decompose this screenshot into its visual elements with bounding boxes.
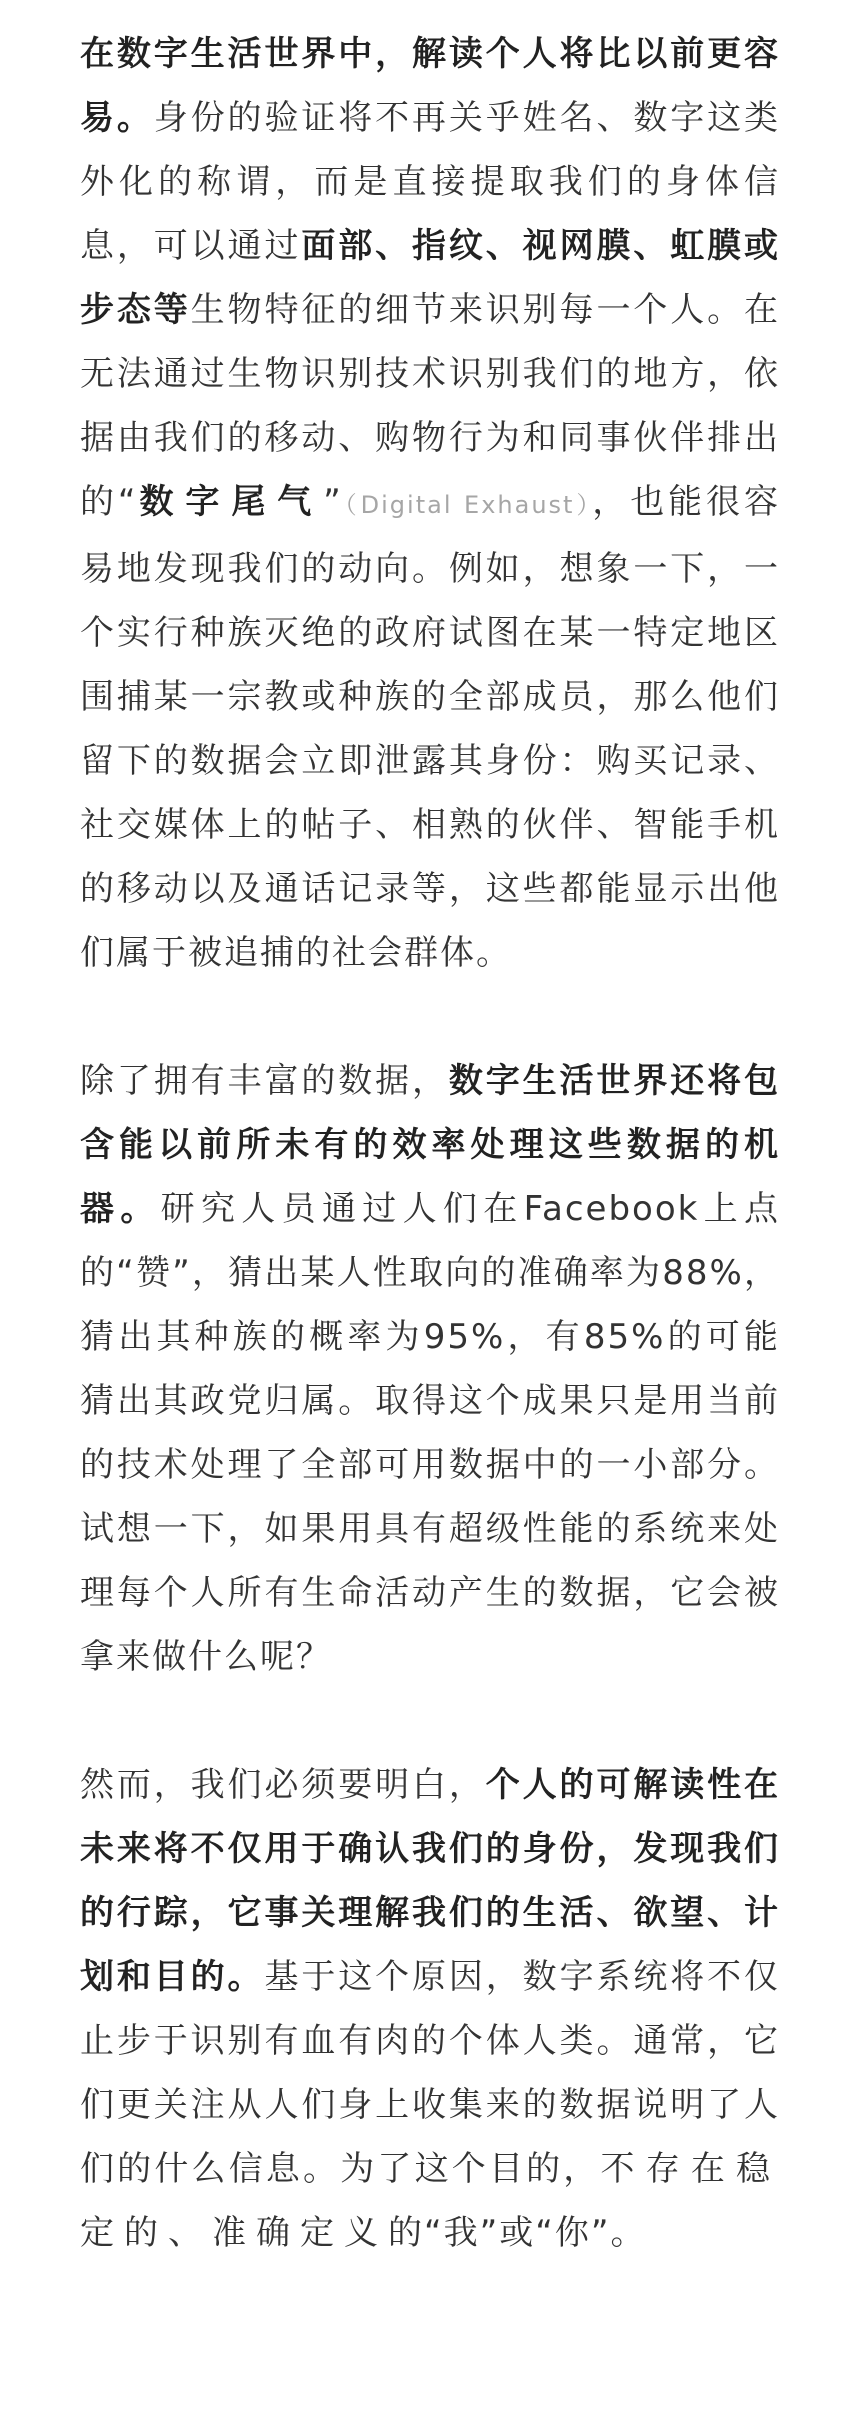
body-text: 除了拥有丰富的数据， [80, 1061, 449, 1101]
paragraph-1 [80, 22, 780, 985]
body-text: ，也能很容易地发现我们的动向。例如，想象一下，一个实行种族灭绝的政府试图在某一特定地区围捕某一宗教或种族的全部成员，那么他们留下的数据会立即泄露其身份：购买记录、社交媒体上的帖子、相熟的伙伴、智能手机的移动以及通话记录等，这些都能显示出他们属于被追捕的社会群体。 [80, 482, 780, 973]
body-text: 研究人员通过人们在Facebook上点的“赞”，猜出某人性取向的准确率为88%，猜出其种族的概率为95%，有85%的可能猜出其政党归属。取得这个成果只是用当前的技术处理了全部可用数据中的一小部分。试想一下，如果用具有超级性能的系统来处理每个人所有生命活动产生的数据，它会被拿来做什么呢？ [80, 1189, 780, 1677]
bold-text: 个人的可解读性在未来将不仅用于确认我们的身份，发现我们的行踪，它事关理解我们的生活、欲望、计划和目的。 [80, 1765, 781, 1997]
body-text: ” [323, 482, 343, 522]
bold-term-digital-exhaust: 数字尾气 [137, 482, 324, 522]
bold-text: 数字生活世界还将包含能以前所未有的效率处理这些数据的机器。 [80, 1061, 781, 1229]
body-text: 生物特征的细节来识别每一个人。在无法通过生物识别技术识别我们的地方，依据由我们的移动、购物行为和同事伙伴排出的“ [80, 290, 781, 522]
bold-text: 在数字生活世界中，解读个人将比以前更容易。 [80, 34, 780, 138]
spaced-text: 不存在稳定的、准确定义 [80, 2149, 781, 2253]
body-text: 然而，我们必须要明白， [80, 1765, 486, 1805]
body-text: 的“我”或“你”。 [388, 2213, 647, 2253]
paragraph-3 [80, 1753, 780, 2265]
body-text: 基于这个原因，数字系统将不仅止步于识别有血有肉的个体人类。通常，它们更关注从人们身上收集来的数据说明了人们的什么信息。为了这个目的， [80, 1957, 781, 2189]
paragraph-2 [80, 1049, 780, 1689]
english-term: （Digital Exhaust） [342, 491, 593, 519]
body-text: 身份的验证将不再关乎姓名、数字这类外化的称谓，而是直接提取我们的身体信息，可以通过 [80, 98, 781, 266]
article-body [80, 22, 780, 2265]
bold-text: 面部、指纹、视网膜、虹膜或步态等 [80, 226, 781, 330]
